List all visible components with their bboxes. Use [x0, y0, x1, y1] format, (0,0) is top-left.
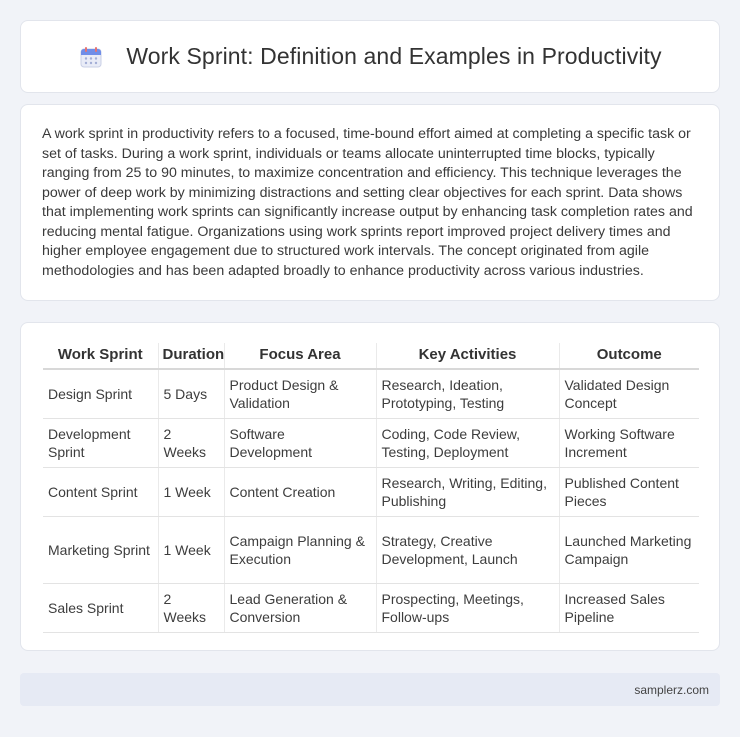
table-cell: Strategy, Creative Development, Launch [376, 517, 559, 584]
table-cell: Lead Generation & Conversion [224, 584, 376, 633]
page-title: Work Sprint: Definition and Examples in Productivity [126, 43, 662, 69]
table-cell: Increased Sales Pipeline [559, 584, 699, 633]
intro-card [20, 104, 720, 301]
table-cell: 2 Weeks [158, 419, 224, 468]
calendar-icon [78, 44, 104, 70]
table-cell: 1 Week [158, 468, 224, 517]
column-header: Duration [158, 343, 224, 369]
table-row [43, 517, 699, 584]
table-cell: Content Sprint [43, 468, 158, 517]
table-cell: Validated Design Concept [559, 369, 699, 419]
table-cell: Research, Ideation, Prototyping, Testing [376, 369, 559, 419]
table-cell: Design Sprint [43, 369, 158, 419]
table-cell: Working Software Increment [559, 419, 699, 468]
table-row [43, 369, 699, 419]
table-cell: Published Content Pieces [559, 468, 699, 517]
header-inner [78, 43, 661, 70]
table-header-row [43, 343, 699, 369]
column-header: Outcome [559, 343, 699, 369]
column-header: Key Activities [376, 343, 559, 369]
table-cell: Software Development [224, 419, 376, 468]
sprint-table [43, 343, 699, 633]
table-cell: Campaign Planning & Execution [224, 517, 376, 584]
table-cell: Product Design & Validation [224, 369, 376, 419]
column-header: Focus Area [224, 343, 376, 369]
table-cell: Development Sprint [43, 419, 158, 468]
table-cell: Sales Sprint [43, 584, 158, 633]
table-cell: 2 Weeks [158, 584, 224, 633]
table-cell: Coding, Code Review, Testing, Deployment [376, 419, 559, 468]
table-cell: Marketing Sprint [43, 517, 158, 584]
table-row [43, 419, 699, 468]
table-cell: Prospecting, Meetings, Follow-ups [376, 584, 559, 633]
table-row [43, 468, 699, 517]
footer-bar [20, 673, 720, 706]
site-link[interactable]: samplerz.com [634, 682, 709, 697]
table-cell: 5 Days [158, 369, 224, 419]
table-cell: Content Creation [224, 468, 376, 517]
column-header: Work Sprint [43, 343, 158, 369]
table-card [20, 322, 720, 651]
table-cell: Research, Writing, Editing, Publishing [376, 468, 559, 517]
intro-paragraph: A work sprint in productivity refers to a focused, time-bound effort aimed at completing a specific task or set of tasks. During a work sprint, individuals or teams allocate uninterrupted time blocks, typically ranging from 25 to 90 minutes, to maximize concentration and efficiency. This technique leverages the power of deep work by minimizing distractions and setting clear objectives for each sprint. Data shows that implementing work sprints can significantly increase output by enhancing task completion rates and reducing mental fatigue. Organizations using work sprints report improved project delivery times and higher employee engagement due to structured work intervals. The concept originated from agile methodologies and has been adapted broadly to enhance productivity across various industries. [42, 126, 693, 279]
header-card [20, 20, 720, 93]
table-cell: 1 Week [158, 517, 224, 584]
table-cell: Launched Marketing Campaign [559, 517, 699, 584]
table-row [43, 584, 699, 633]
